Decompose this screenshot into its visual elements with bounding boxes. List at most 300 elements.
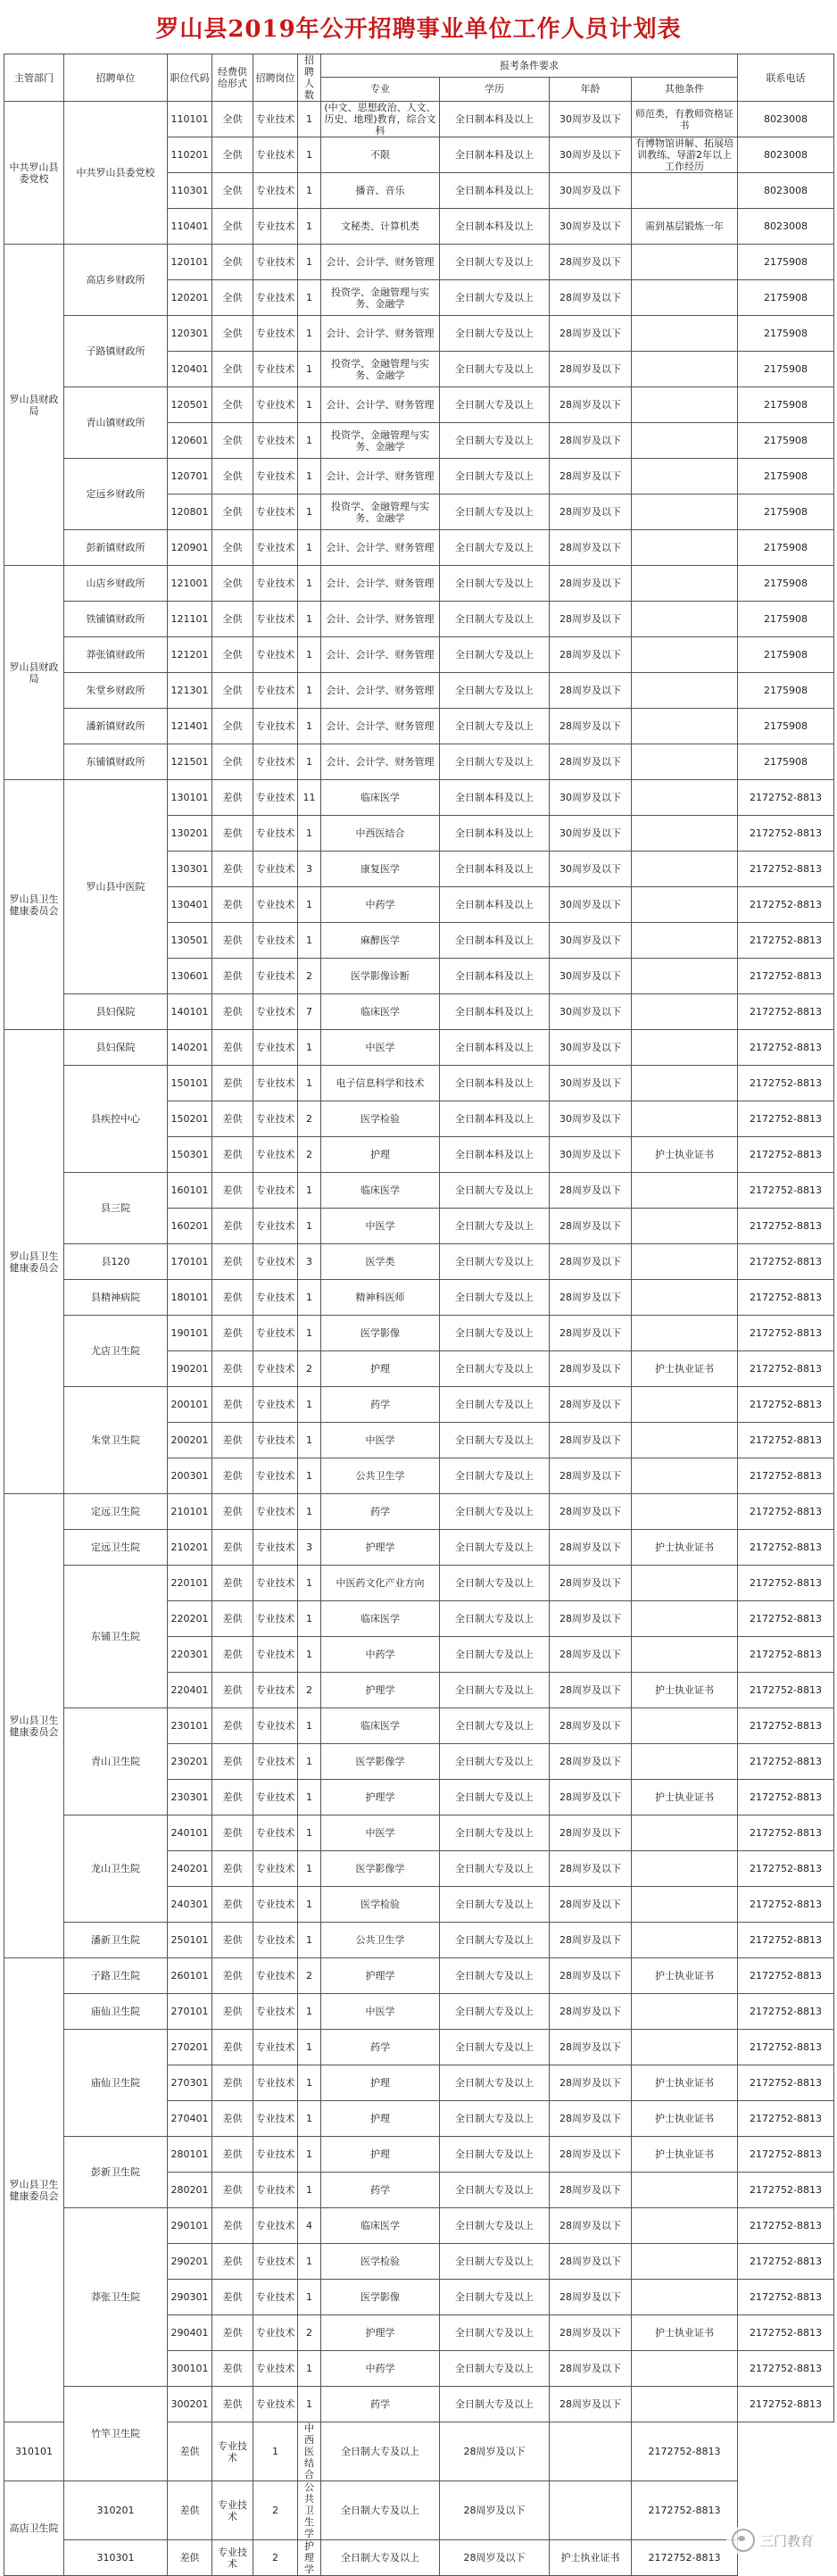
education-cell: 全日制本科及以上 — [440, 173, 550, 209]
funding-cell: 差供 — [212, 2387, 253, 2422]
count-cell: 1 — [298, 1066, 321, 1101]
education-cell: 全日制大专及以上 — [440, 1423, 550, 1458]
unit-cell: 尤店卫生院 — [64, 1316, 168, 1387]
post-cell: 专业技术 — [253, 102, 298, 137]
age-cell: 30周岁及以下 — [550, 1101, 632, 1137]
page-title: 罗山县2019年公开招聘事业单位工作人员计划表 — [155, 15, 682, 43]
funding-cell: 差供 — [212, 1101, 253, 1137]
header-major: 专业 — [321, 77, 440, 101]
code-cell: 110101 — [168, 102, 212, 137]
major-cell: 会计、会计学、财务管理 — [321, 637, 440, 673]
funding-cell: 全供 — [212, 137, 253, 173]
phone-cell: 2175908 — [738, 602, 834, 637]
post-cell: 专业技术 — [253, 2315, 298, 2351]
code-cell: 240201 — [168, 1851, 212, 1887]
funding-cell: 全供 — [212, 602, 253, 637]
count-cell: 1 — [298, 1387, 321, 1423]
header-requirements: 报考条件要求 — [321, 54, 738, 78]
education-cell: 全日制大专及以上 — [440, 1708, 550, 1744]
phone-cell: 2175908 — [738, 316, 834, 352]
post-cell: 专业技术 — [253, 1316, 298, 1351]
major-cell: 药学 — [321, 2387, 440, 2422]
code-cell: 270201 — [168, 2030, 212, 2065]
code-cell: 150101 — [168, 1066, 212, 1101]
post-cell: 专业技术 — [253, 1708, 298, 1744]
age-cell: 28周岁及以下 — [550, 1708, 632, 1744]
post-cell: 专业技术 — [253, 423, 298, 459]
major-cell: 临床医学 — [321, 780, 440, 816]
phone-cell: 2172752-8813 — [738, 1887, 834, 1923]
major-cell: 中药学 — [321, 887, 440, 923]
post-cell: 专业技术 — [253, 1387, 298, 1423]
major-cell: 药学 — [321, 1494, 440, 1530]
count-cell: 1 — [298, 673, 321, 709]
other-cell: 护士执业证书 — [632, 1673, 738, 1708]
phone-cell: 2172752-8813 — [738, 1458, 834, 1494]
dept-cell: 罗山县卫生健康委员会 — [4, 1494, 64, 1958]
other-cell — [632, 1744, 738, 1780]
header-phone: 联系电话 — [738, 54, 834, 102]
post-cell: 专业技术 — [253, 316, 298, 352]
phone-cell: 2172752-8813 — [738, 1423, 834, 1458]
code-cell: 121201 — [168, 637, 212, 673]
header-post: 招聘岗位 — [253, 54, 298, 102]
education-cell: 全日制大专及以上 — [440, 2315, 550, 2351]
funding-cell: 差供 — [212, 1851, 253, 1887]
other-cell — [632, 673, 738, 709]
major-cell: 公共卫生学 — [298, 2481, 321, 2540]
dept-cell: 罗山县卫生健康委员会 — [4, 1030, 64, 1494]
count-cell: 1 — [298, 245, 321, 280]
phone-cell: 2175908 — [738, 245, 834, 280]
unit-cell: 县三院 — [64, 1173, 168, 1244]
education-cell: 全日制大专及以上 — [440, 1566, 550, 1601]
funding-cell: 差供 — [212, 2101, 253, 2137]
count-cell: 1 — [298, 1209, 321, 1244]
post-cell: 专业技术 — [253, 1137, 298, 1173]
funding-cell: 全供 — [212, 387, 253, 423]
education-cell: 全日制大专及以上 — [321, 2481, 440, 2540]
post-cell: 专业技术 — [253, 887, 298, 923]
other-cell — [632, 1816, 738, 1851]
other-cell — [632, 816, 738, 852]
count-cell: 1 — [298, 1423, 321, 1458]
count-cell: 1 — [298, 2387, 321, 2422]
code-cell: 121001 — [168, 566, 212, 602]
count-cell: 1 — [298, 1780, 321, 1816]
phone-cell: 2172752-8813 — [738, 1101, 834, 1137]
count-cell: 2 — [298, 1351, 321, 1387]
age-cell: 28周岁及以下 — [550, 494, 632, 530]
funding-cell: 差供 — [212, 780, 253, 816]
post-cell: 专业技术 — [212, 2422, 253, 2481]
code-cell: 270301 — [168, 2065, 212, 2101]
funding-cell: 全供 — [212, 637, 253, 673]
other-cell — [632, 852, 738, 887]
table-row — [4, 459, 834, 494]
age-cell: 30周岁及以下 — [550, 852, 632, 887]
post-cell: 专业技术 — [253, 1851, 298, 1887]
major-cell: 会计、会计学、财务管理 — [321, 387, 440, 423]
post-cell: 专业技术 — [253, 209, 298, 245]
major-cell: 临床医学 — [321, 1708, 440, 1744]
code-cell: 290101 — [168, 2208, 212, 2244]
age-cell: 28周岁及以下 — [550, 1637, 632, 1673]
education-cell: 全日制本科及以上 — [440, 209, 550, 245]
funding-cell: 全供 — [212, 423, 253, 459]
phone-cell: 2172752-8813 — [738, 1601, 834, 1637]
major-cell: 公共卫生学 — [321, 1458, 440, 1494]
major-cell: 中药学 — [321, 1637, 440, 1673]
education-cell: 全日制大专及以上 — [440, 280, 550, 316]
unit-cell: 罗山县中医院 — [64, 780, 168, 994]
post-cell: 专业技术 — [253, 959, 298, 994]
major-cell: 中医学 — [321, 1209, 440, 1244]
age-cell: 28周岁及以下 — [550, 1387, 632, 1423]
post-cell: 专业技术 — [212, 2481, 253, 2540]
phone-cell: 2172752-8813 — [738, 2030, 834, 2065]
phone-cell: 2175908 — [738, 280, 834, 316]
count-cell: 1 — [298, 1458, 321, 1494]
education-cell: 全日制大专及以上 — [440, 2065, 550, 2101]
funding-cell: 差供 — [212, 1673, 253, 1708]
major-cell: 中西医结合 — [298, 2422, 321, 2481]
other-cell — [632, 530, 738, 566]
phone-cell: 2172752-8813 — [738, 1280, 834, 1316]
other-cell — [632, 1458, 738, 1494]
education-cell: 全日制大专及以上 — [440, 2173, 550, 2208]
education-cell: 全日制大专及以上 — [440, 1958, 550, 1994]
age-cell: 28周岁及以下 — [550, 709, 632, 744]
funding-cell: 全供 — [212, 352, 253, 387]
funding-cell: 差供 — [212, 1816, 253, 1851]
age-cell: 28周岁及以下 — [550, 459, 632, 494]
other-cell: 师范类，有教师资格证书 — [632, 102, 738, 137]
education-cell: 全日制本科及以上 — [440, 923, 550, 959]
code-cell: 310201 — [64, 2481, 168, 2540]
count-cell: 1 — [298, 2101, 321, 2137]
header-education: 学历 — [440, 77, 550, 101]
code-cell: 130201 — [168, 816, 212, 852]
age-cell: 28周岁及以下 — [550, 1494, 632, 1530]
post-cell: 专业技术 — [253, 1673, 298, 1708]
other-cell — [632, 602, 738, 637]
education-cell: 全日制大专及以上 — [440, 2280, 550, 2315]
other-cell — [632, 1030, 738, 1066]
watermark-text: 三门教育 — [759, 2532, 814, 2549]
education-cell: 全日制大专及以上 — [440, 352, 550, 387]
other-cell — [632, 316, 738, 352]
code-cell: 140201 — [168, 1030, 212, 1066]
funding-cell: 差供 — [212, 2065, 253, 2101]
post-cell: 专业技术 — [253, 1566, 298, 1601]
education-cell: 全日制大专及以上 — [440, 316, 550, 352]
major-cell: 投资学、金融管理与实务、金融学 — [321, 352, 440, 387]
count-cell: 1 — [298, 352, 321, 387]
post-cell: 专业技术 — [212, 2540, 253, 2576]
unit-cell: 青山卫生院 — [64, 1708, 168, 1816]
education-cell: 全日制本科及以上 — [440, 994, 550, 1030]
funding-cell: 差供 — [212, 1887, 253, 1923]
education-cell: 全日制大专及以上 — [440, 1744, 550, 1780]
age-cell: 28周岁及以下 — [550, 1566, 632, 1601]
major-cell: 医学检验 — [321, 1101, 440, 1137]
count-cell: 1 — [298, 2244, 321, 2280]
major-cell: 中医学 — [321, 1030, 440, 1066]
age-cell: 28周岁及以下 — [550, 352, 632, 387]
table-row — [4, 673, 834, 709]
other-cell — [632, 1923, 738, 1958]
major-cell: 药学 — [321, 1387, 440, 1423]
code-cell: 220401 — [168, 1673, 212, 1708]
code-cell: 130601 — [168, 959, 212, 994]
post-cell: 专业技术 — [253, 1887, 298, 1923]
major-cell: 播音、音乐 — [321, 173, 440, 209]
header-other: 其他条件 — [632, 77, 738, 101]
unit-cell: 彭新镇财政所 — [64, 530, 168, 566]
other-cell — [632, 744, 738, 780]
other-cell — [632, 2280, 738, 2315]
funding-cell: 差供 — [212, 1780, 253, 1816]
phone-cell: 2172752-8813 — [738, 959, 834, 994]
count-cell: 1 — [298, 173, 321, 209]
funding-cell: 差供 — [168, 2481, 212, 2540]
funding-cell: 全供 — [212, 245, 253, 280]
table-row — [4, 1566, 834, 1601]
table-row — [4, 387, 834, 423]
phone-cell: 2175908 — [738, 637, 834, 673]
table-row — [4, 2481, 834, 2540]
phone-cell: 2175908 — [738, 494, 834, 530]
unit-cell: 庙仙卫生院 — [64, 1994, 168, 2030]
education-cell: 全日制大专及以上 — [440, 387, 550, 423]
code-cell: 210201 — [168, 1530, 212, 1566]
education-cell: 全日制大专及以上 — [440, 744, 550, 780]
count-cell: 1 — [298, 566, 321, 602]
funding-cell: 差供 — [212, 1137, 253, 1173]
education-cell: 全日制大专及以上 — [440, 566, 550, 602]
major-cell: 医学影像诊断 — [321, 959, 440, 994]
post-cell: 专业技术 — [253, 459, 298, 494]
code-cell: 120701 — [168, 459, 212, 494]
funding-cell: 差供 — [212, 1173, 253, 1209]
education-cell: 全日制大专及以上 — [440, 1887, 550, 1923]
code-cell: 200201 — [168, 1423, 212, 1458]
major-cell: 中医学 — [321, 1423, 440, 1458]
major-cell: 会计、会计学、财务管理 — [321, 602, 440, 637]
post-cell: 专业技术 — [253, 2173, 298, 2208]
major-cell: 临床医学 — [321, 2208, 440, 2244]
phone-cell: 2172752-8813 — [738, 1744, 834, 1780]
post-cell: 专业技术 — [253, 2387, 298, 2422]
phone-cell: 2172752-8813 — [738, 1958, 834, 1994]
funding-cell: 差供 — [212, 1244, 253, 1280]
age-cell: 28周岁及以下 — [550, 1958, 632, 1994]
phone-cell: 2172752-8813 — [738, 2244, 834, 2280]
phone-cell: 2172752-8813 — [738, 852, 834, 887]
table-row — [4, 1923, 834, 1958]
education-cell: 全日制本科及以上 — [440, 1030, 550, 1066]
table-row — [4, 1494, 834, 1530]
age-cell: 28周岁及以下 — [550, 1923, 632, 1958]
other-cell — [632, 2208, 738, 2244]
education-cell: 全日制大专及以上 — [321, 2540, 440, 2576]
unit-cell: 莽张镇财政所 — [64, 637, 168, 673]
post-cell: 专业技术 — [253, 1958, 298, 1994]
count-cell: 1 — [298, 887, 321, 923]
count-cell: 1 — [298, 637, 321, 673]
count-cell: 1 — [298, 744, 321, 780]
major-cell: 药学 — [321, 2030, 440, 2065]
code-cell: 280201 — [168, 2173, 212, 2208]
code-cell: 140101 — [168, 994, 212, 1030]
code-cell: 130301 — [168, 852, 212, 887]
other-cell: 护士执业证书 — [550, 2540, 632, 2576]
education-cell: 全日制大专及以上 — [440, 2387, 550, 2422]
table-row — [4, 1994, 834, 2030]
funding-cell: 差供 — [168, 2422, 212, 2481]
funding-cell: 全供 — [212, 566, 253, 602]
code-cell: 190201 — [168, 1351, 212, 1387]
count-cell: 2 — [298, 1673, 321, 1708]
major-cell: 公共卫生学 — [321, 1923, 440, 1958]
table-row — [4, 566, 834, 602]
code-cell: 120201 — [168, 280, 212, 316]
other-cell — [632, 1173, 738, 1209]
post-cell: 专业技术 — [253, 280, 298, 316]
phone-cell: 2172752-8813 — [738, 1994, 834, 2030]
other-cell — [632, 780, 738, 816]
count-cell: 1 — [298, 2030, 321, 2065]
major-cell: 护理学 — [321, 1673, 440, 1708]
table-row — [4, 1708, 834, 1744]
table-row — [4, 1173, 834, 1209]
funding-cell: 差供 — [212, 994, 253, 1030]
code-cell: 120301 — [168, 316, 212, 352]
education-cell: 全日制大专及以上 — [440, 1994, 550, 2030]
major-cell: 医学影像 — [321, 2280, 440, 2315]
funding-cell: 全供 — [212, 459, 253, 494]
age-cell: 28周岁及以下 — [550, 1423, 632, 1458]
funding-cell: 全供 — [212, 316, 253, 352]
education-cell: 全日制大专及以上 — [440, 1173, 550, 1209]
header-unit: 招聘单位 — [64, 54, 168, 102]
age-cell: 30周岁及以下 — [550, 173, 632, 209]
education-cell: 全日制本科及以上 — [440, 1066, 550, 1101]
recruitment-table — [4, 54, 834, 2576]
phone-cell: 2172752-8813 — [738, 1209, 834, 1244]
funding-cell: 差供 — [212, 2244, 253, 2280]
unit-cell: 定远卫生院 — [64, 1530, 168, 1566]
major-cell: 精神科医师 — [321, 1280, 440, 1316]
phone-cell: 2172752-8813 — [738, 1387, 834, 1423]
count-cell: 1 — [298, 1601, 321, 1637]
other-cell — [632, 994, 738, 1030]
header-count: 招聘人数 — [298, 54, 321, 102]
education-cell: 全日制大专及以上 — [440, 709, 550, 744]
education-cell: 全日制大专及以上 — [440, 1458, 550, 1494]
funding-cell: 差供 — [212, 1923, 253, 1958]
age-cell: 30周岁及以下 — [550, 959, 632, 994]
age-cell: 28周岁及以下 — [550, 2101, 632, 2137]
education-cell: 全日制大专及以上 — [440, 1851, 550, 1887]
count-cell: 1 — [298, 1708, 321, 1744]
funding-cell: 差供 — [212, 2315, 253, 2351]
age-cell: 28周岁及以下 — [550, 530, 632, 566]
other-cell — [632, 459, 738, 494]
table-row — [4, 994, 834, 1030]
dept-cell: 罗山县财政局 — [4, 566, 64, 780]
unit-cell: 县妇保院 — [64, 1030, 168, 1066]
major-cell: 不限 — [321, 137, 440, 173]
phone-cell: 2172752-8813 — [738, 816, 834, 852]
funding-cell: 差供 — [212, 1566, 253, 1601]
table-body — [4, 102, 834, 2576]
other-cell — [632, 173, 738, 209]
code-cell: 121301 — [168, 673, 212, 709]
other-cell — [632, 637, 738, 673]
post-cell: 专业技术 — [253, 566, 298, 602]
phone-cell: 2172752-8813 — [738, 887, 834, 923]
phone-cell: 8023008 — [738, 102, 834, 137]
table-row — [4, 744, 834, 780]
code-cell: 110201 — [168, 137, 212, 173]
count-cell: 3 — [298, 1530, 321, 1566]
code-cell: 300201 — [168, 2387, 212, 2422]
funding-cell: 差供 — [212, 1601, 253, 1637]
education-cell: 全日制本科及以上 — [440, 959, 550, 994]
other-cell: 需到基层锻炼一年 — [632, 209, 738, 245]
post-cell: 专业技术 — [253, 1423, 298, 1458]
other-cell — [632, 1887, 738, 1923]
age-cell: 28周岁及以下 — [550, 602, 632, 637]
post-cell: 专业技术 — [253, 1601, 298, 1637]
phone-cell: 2172752-8813 — [738, 1923, 834, 1958]
major-cell: 中医药文化产业方向 — [321, 1566, 440, 1601]
other-cell — [632, 1280, 738, 1316]
code-cell: 200101 — [168, 1387, 212, 1423]
other-cell — [632, 1494, 738, 1530]
major-cell: 医学影像学 — [321, 1744, 440, 1780]
code-cell: 260101 — [168, 1958, 212, 1994]
age-cell: 28周岁及以下 — [550, 2030, 632, 2065]
count-cell: 1 — [298, 709, 321, 744]
post-cell: 专业技术 — [253, 709, 298, 744]
major-cell: 会计、会计学、财务管理 — [321, 316, 440, 352]
other-cell — [632, 2351, 738, 2387]
funding-cell: 差供 — [212, 2208, 253, 2244]
major-cell: 护理 — [321, 2137, 440, 2173]
count-cell: 1 — [298, 2173, 321, 2208]
post-cell: 专业技术 — [253, 1816, 298, 1851]
code-cell: 240101 — [168, 1816, 212, 1851]
phone-cell: 2172752-8813 — [632, 2540, 738, 2576]
post-cell: 专业技术 — [253, 2030, 298, 2065]
unit-cell: 定远卫生院 — [64, 1494, 168, 1530]
post-cell: 专业技术 — [253, 1351, 298, 1387]
age-cell: 28周岁及以下 — [550, 245, 632, 280]
education-cell: 全日制大专及以上 — [440, 673, 550, 709]
phone-cell: 2172752-8813 — [738, 1244, 834, 1280]
code-cell: 150201 — [168, 1101, 212, 1137]
education-cell: 全日制大专及以上 — [440, 2244, 550, 2280]
phone-cell: 2175908 — [738, 459, 834, 494]
major-cell: 会计、会计学、财务管理 — [321, 459, 440, 494]
major-cell: 会计、会计学、财务管理 — [321, 566, 440, 602]
major-cell: 电子信息科学和技术 — [321, 1066, 440, 1101]
major-cell: 护理学 — [321, 1780, 440, 1816]
other-cell: 护士执业证书 — [632, 1137, 738, 1173]
